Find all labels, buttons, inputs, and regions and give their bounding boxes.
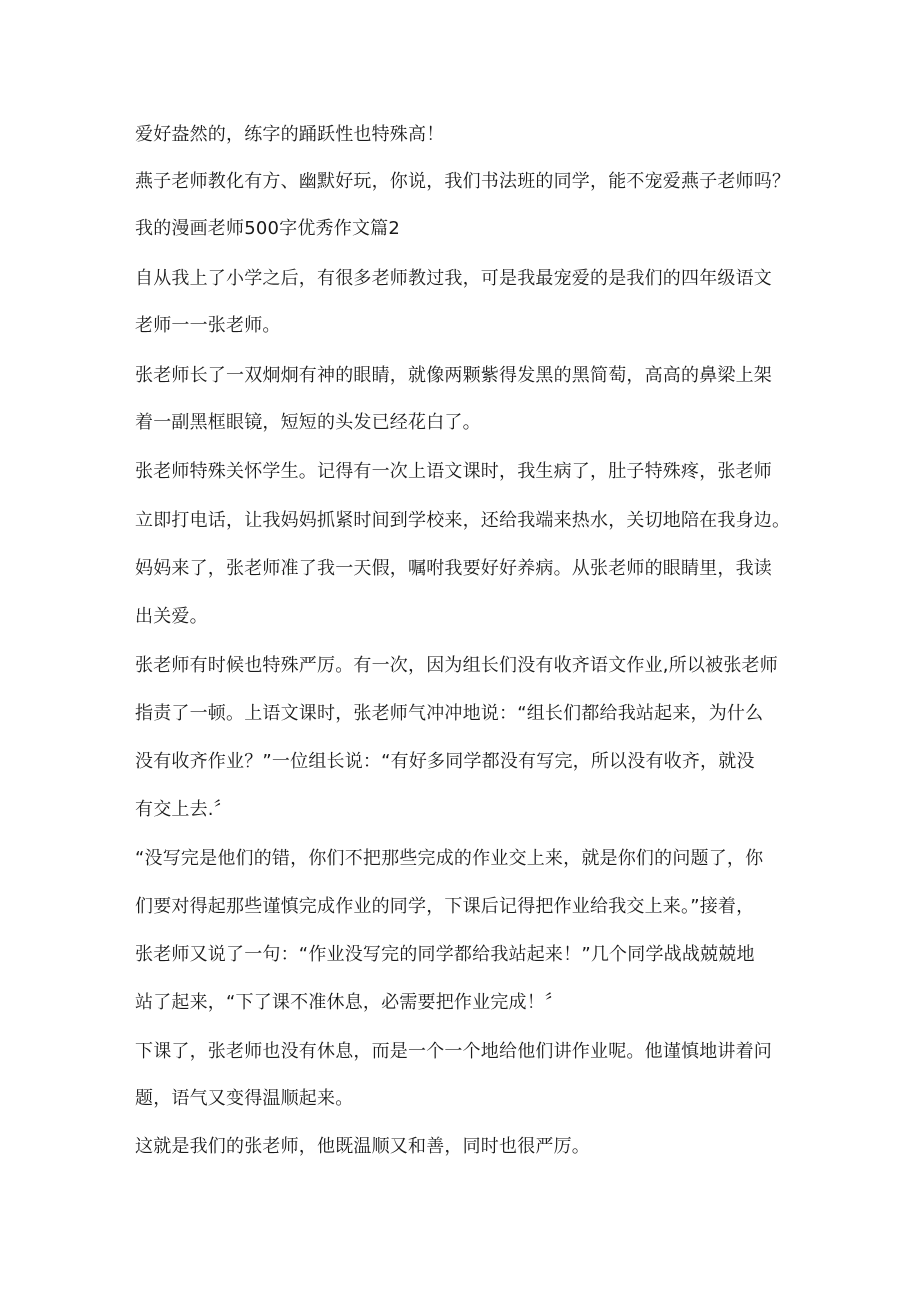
text-line: 站了起来，“下了课不准休息，必需要把作业完成！〞 [135,992,564,1013]
text-line: 张老师又说了一句：“作业没写完的同学都给我站起来！”几个同学战战兢兢地 [135,944,755,965]
text-line: 张老师特殊关怀学生。记得有一次上语文课时，我生病了，肚子特殊疼，张老师 [135,461,772,482]
text-line: 自从我上了小学之后，有很多老师教过我，可是我最宠爱的是我们的四年级语文 [135,268,772,289]
text-line: 妈妈来了，张老师准了我一天假，嘱咐我要好好养病。从张老师的眼睛里，我读 [135,558,772,579]
text-line: “没写完是他们的错，你们不把那些完成的作业交上来，就是你们的问题了，你 [135,848,764,869]
text-line: 张老师长了一双炯炯有神的眼睛，就像两颗紫得发黑的黑简萄，高高的鼻梁上架 [135,365,772,386]
text-line: 这就是我们的张老师，他既温顺又和善，同时也很严厉。 [135,1136,590,1157]
text-line: 没有收齐作业？”一位组长说：“有好多同学都没有写完，所以没有收齐，就没 [135,751,755,772]
text-line: 张老师有时候也特殊严厉。有一次，因为组长们没有收齐语文作业,所以被张老师 [135,655,778,676]
text-line: 出关爱。 [135,606,208,627]
text-line: 有交上去.〞 [135,799,232,820]
text-line: 爱好盎然的，练字的踊跃性也特殊高！ [135,124,445,145]
text-line: 燕子老师教化有方、幽默好玩，你说，我们书法班的同学，能不宠爱燕子老师吗？ [135,171,791,192]
text-line: 立即打电话，让我妈妈抓紧时间到学校来，还给我端来热水，关切地陪在我身边。 [135,510,791,531]
text-line: 老师一一张老师。 [135,315,281,336]
text-line: 题，语气又变得温顺起来。 [135,1088,354,1109]
text-line: 下课了，张老师也没有休息，而是一个一个地给他们讲作业呢。他谨慎地讲着问 [135,1041,772,1062]
text-line: 们要对得起那些谨慎完成作业的同学，下课后记得把作业给我交上来。”接着， [135,896,755,917]
section-heading: 我的漫画老师500字优秀作文篇2 [135,218,401,239]
text-line: 着一副黑框眼镜，短短的头发已经花白了。 [135,412,481,433]
text-line: 指责了一顿。上语文课时，张老师气冲冲地说：“组长们都给我站起来，为什么 [135,703,764,724]
